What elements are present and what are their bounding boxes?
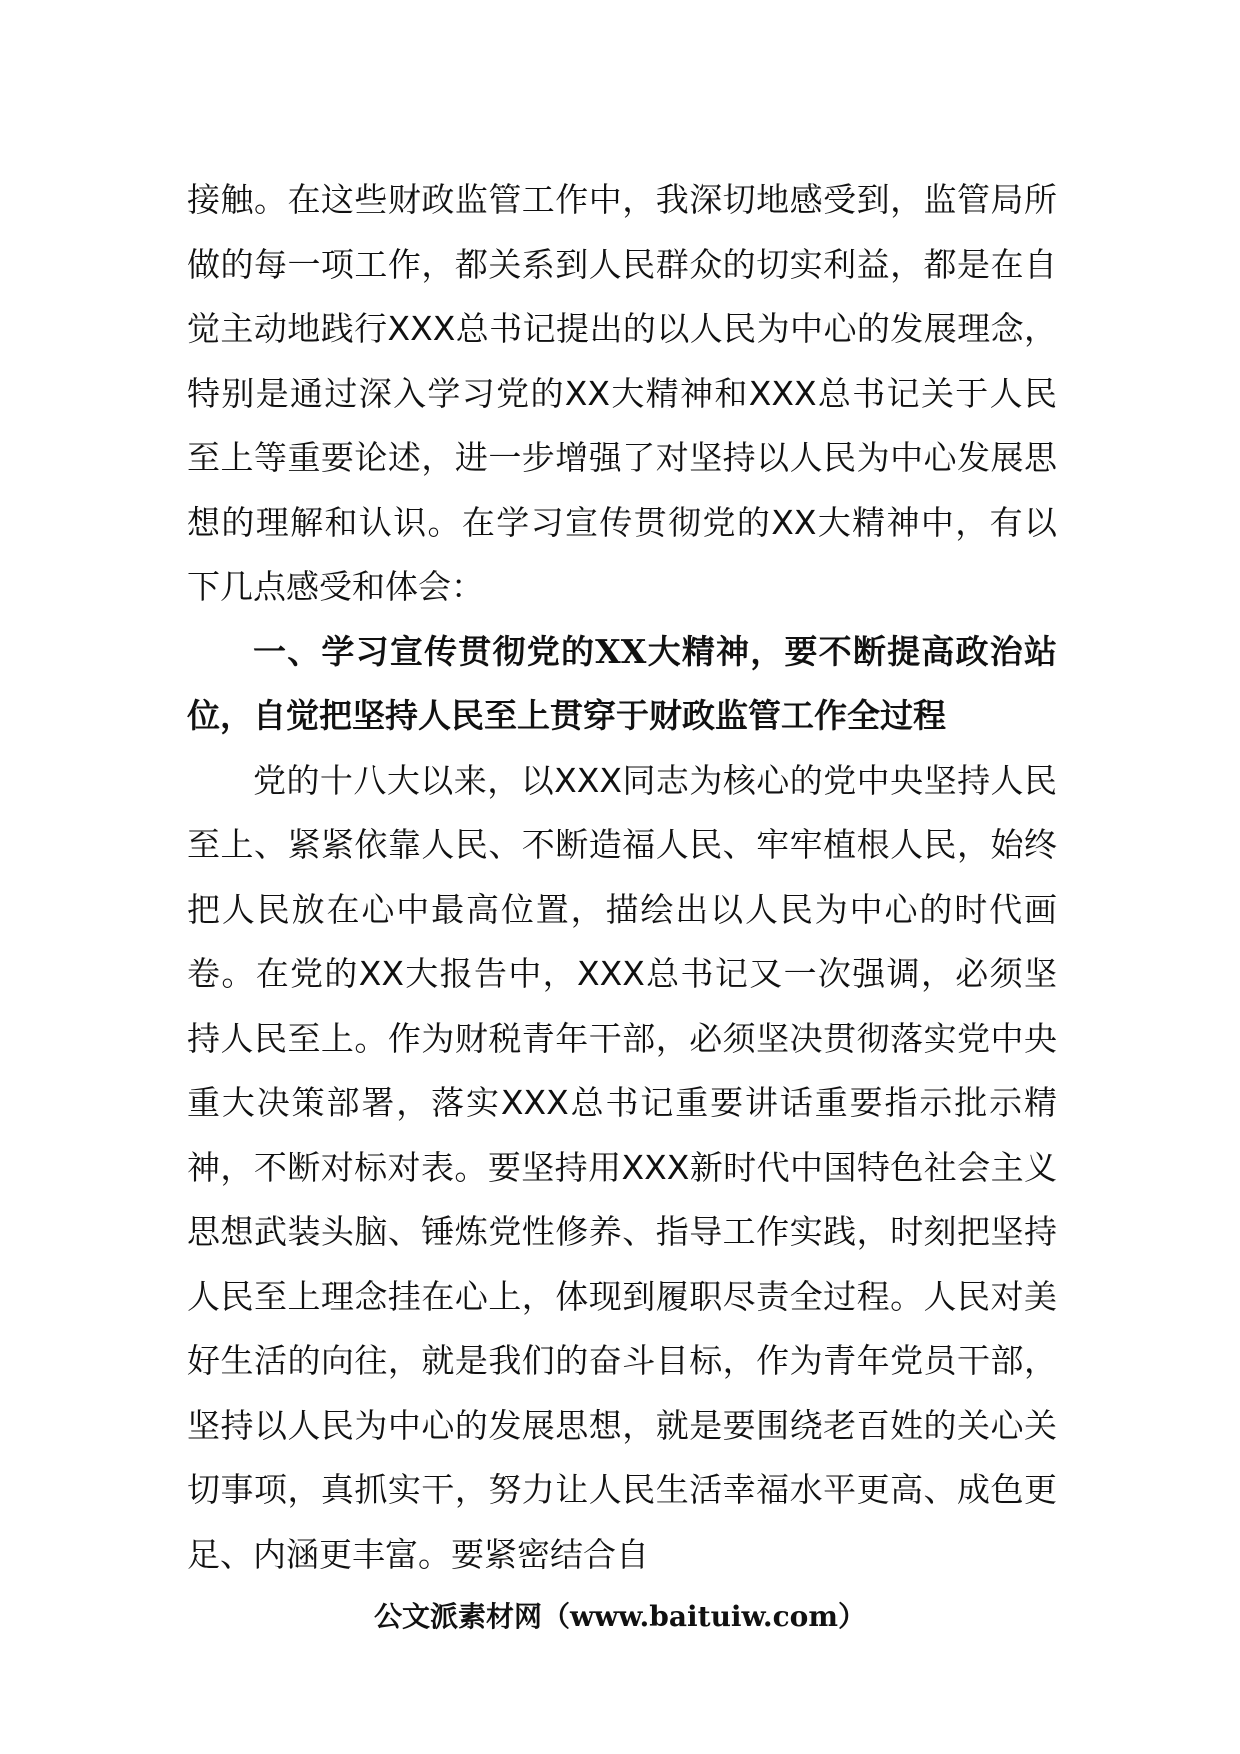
body-paragraph-1: 接触。在这些财政监管工作中，我深切地感受到，监管局所做的每一项工作，都关系到人民群众的切实利益，都是在自觉主动地践行XXX总书记提出的以人民为中心的发展理念，特别是通过深入学习党的XX大精神和XXX总书记关于人民至上等重要论述，进一步增强了对坚持以人民为中心发展思想的理解和认识。在学习宣传贯彻党的XX大精神中，有以下几点感受和体会： [187, 180, 1057, 606]
footer-watermark-text: 公文派素材网（www.baituiw.com） [374, 1600, 866, 1633]
body-paragraph-2: 党的十八大以来，以XXX同志为核心的党中央坚持人民至上、紧紧依靠人民、不断造福人民、牢牢植根人民，始终把人民放在心中最高位置，描绘出以人民为中心的时代画卷。在党的XX大报告中，XXX总书记又一次强调，必须坚持人民至上。作为财税青年干部，必须坚决贯彻落实党中央重大决策部署，落实XXX总书记重要讲话重要指示批示精神，不断对标对表。要坚持用XXX新时代中国特色社会主义思想武装头脑、锤炼党性修养、指导工作实践，时刻把坚持人民至上理念挂在心上，体现到履职尽责全过程。人民对美好生活的向往，就是我们的奋斗目标，作为青年党员干部，坚持以人民为中心的发展思想，就是要围绕老百姓的关心关切事项，真抓实干，努力让人民生活幸福水平更高、成色更足、内涵更丰富。要紧密结合自 [187, 760, 1057, 1574]
document-body [187, 168, 1057, 1587]
section-heading-1: 一、学习宣传贯彻党的XX大精神，要不断提高政治站位，自觉把坚持人民至上贯穿于财政监管工作全过程 [187, 631, 1057, 735]
